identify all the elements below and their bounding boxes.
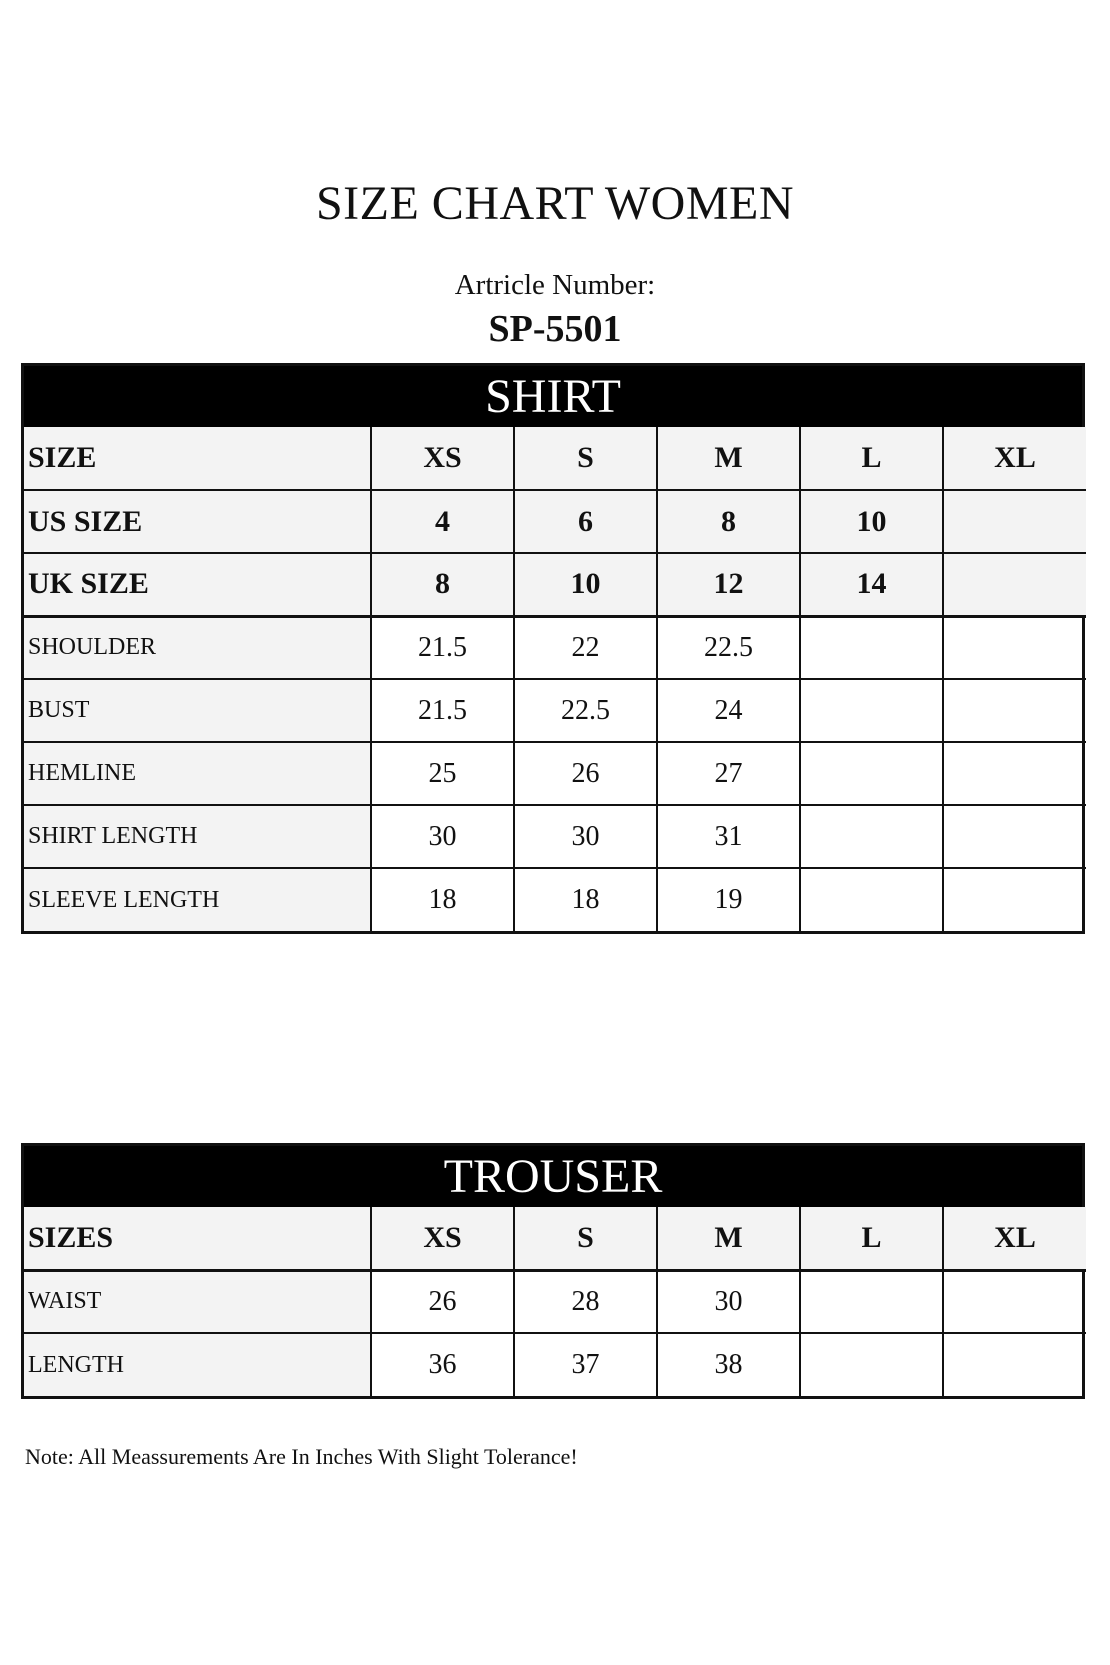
article-number: SP-5501 bbox=[488, 308, 622, 350]
table-cell: 6 bbox=[514, 490, 657, 553]
trouser-size-chart bbox=[21, 1143, 1085, 1399]
size-header-cell: XL bbox=[943, 427, 1086, 490]
row-label: WAIST bbox=[24, 1270, 371, 1333]
row-label: BUST bbox=[24, 679, 371, 742]
table-row bbox=[24, 679, 1086, 742]
table-row bbox=[24, 490, 1086, 553]
table-cell bbox=[800, 805, 943, 868]
measurement-note: Note: All Meassurements Are In Inches With Slight Tolerance! bbox=[25, 1444, 578, 1469]
table-cell bbox=[943, 1270, 1086, 1333]
table-cell bbox=[943, 490, 1086, 553]
table-cell: 8 bbox=[657, 490, 800, 553]
table-row bbox=[24, 553, 1086, 616]
table-cell: 37 bbox=[514, 1333, 657, 1396]
table-cell: 25 bbox=[371, 742, 514, 805]
row-label: HEMLINE bbox=[24, 742, 371, 805]
table-cell: 22.5 bbox=[657, 616, 800, 679]
shirt-table bbox=[24, 427, 1086, 931]
table-cell bbox=[800, 1333, 943, 1396]
table-cell: 18 bbox=[371, 868, 514, 931]
row-label: US SIZE bbox=[24, 490, 371, 553]
size-header-cell: S bbox=[514, 427, 657, 490]
table-cell: 36 bbox=[371, 1333, 514, 1396]
table-cell: 22.5 bbox=[514, 679, 657, 742]
page-title: SIZE CHART WOMEN bbox=[315, 177, 794, 230]
table-cell: 21.5 bbox=[371, 616, 514, 679]
table-cell: 19 bbox=[657, 868, 800, 931]
table-row bbox=[24, 868, 1086, 931]
shirt-size-chart bbox=[21, 363, 1085, 934]
size-header-cell: L bbox=[800, 1207, 943, 1270]
table-cell: 38 bbox=[657, 1333, 800, 1396]
table-cell: 31 bbox=[657, 805, 800, 868]
table-cell: 21.5 bbox=[371, 679, 514, 742]
table-cell: 18 bbox=[514, 868, 657, 931]
table-cell: 28 bbox=[514, 1270, 657, 1333]
table-cell: 10 bbox=[514, 553, 657, 616]
row-label: SIZE bbox=[24, 427, 371, 490]
table-cell: 30 bbox=[514, 805, 657, 868]
table-cell bbox=[943, 1333, 1086, 1396]
trouser-table bbox=[24, 1207, 1086, 1396]
table-row bbox=[24, 742, 1086, 805]
row-label: LENGTH bbox=[24, 1333, 371, 1396]
table-cell: 30 bbox=[371, 805, 514, 868]
table-cell: 4 bbox=[371, 490, 514, 553]
table-cell bbox=[943, 805, 1086, 868]
table-cell bbox=[943, 868, 1086, 931]
row-label: SHOULDER bbox=[24, 616, 371, 679]
trouser-chart-header: TROUSER bbox=[24, 1146, 1082, 1207]
table-cell bbox=[800, 616, 943, 679]
table-cell: 26 bbox=[371, 1270, 514, 1333]
table-cell: 24 bbox=[657, 679, 800, 742]
size-header-cell: XL bbox=[943, 1207, 1086, 1270]
size-header-cell: XS bbox=[371, 427, 514, 490]
table-cell bbox=[943, 616, 1086, 679]
table-cell: 14 bbox=[800, 553, 943, 616]
trouser-size-row bbox=[24, 1207, 1086, 1270]
table-cell: 30 bbox=[657, 1270, 800, 1333]
table-row bbox=[24, 1333, 1086, 1396]
table-cell: 8 bbox=[371, 553, 514, 616]
table-cell bbox=[943, 553, 1086, 616]
table-cell bbox=[800, 1270, 943, 1333]
shirt-size-row bbox=[24, 427, 1086, 490]
table-cell: 12 bbox=[657, 553, 800, 616]
table-cell bbox=[800, 742, 943, 805]
row-label: SHIRT LENGTH bbox=[24, 805, 371, 868]
size-header-cell: S bbox=[514, 1207, 657, 1270]
size-header-cell: M bbox=[657, 427, 800, 490]
article-number-label: Artricle Number: bbox=[454, 269, 656, 301]
table-cell bbox=[943, 742, 1086, 805]
table-row bbox=[24, 805, 1086, 868]
table-cell: 10 bbox=[800, 490, 943, 553]
row-label: SIZES bbox=[24, 1207, 371, 1270]
size-header-cell: L bbox=[800, 427, 943, 490]
shirt-chart-header: SHIRT bbox=[24, 366, 1082, 427]
table-cell bbox=[800, 679, 943, 742]
table-row bbox=[24, 616, 1086, 679]
table-cell: 22 bbox=[514, 616, 657, 679]
table-cell bbox=[943, 679, 1086, 742]
table-cell: 27 bbox=[657, 742, 800, 805]
table-cell bbox=[800, 868, 943, 931]
row-label: SLEEVE LENGTH bbox=[24, 868, 371, 931]
table-cell: 26 bbox=[514, 742, 657, 805]
row-label: UK SIZE bbox=[24, 553, 371, 616]
size-header-cell: XS bbox=[371, 1207, 514, 1270]
table-row bbox=[24, 1270, 1086, 1333]
size-header-cell: M bbox=[657, 1207, 800, 1270]
